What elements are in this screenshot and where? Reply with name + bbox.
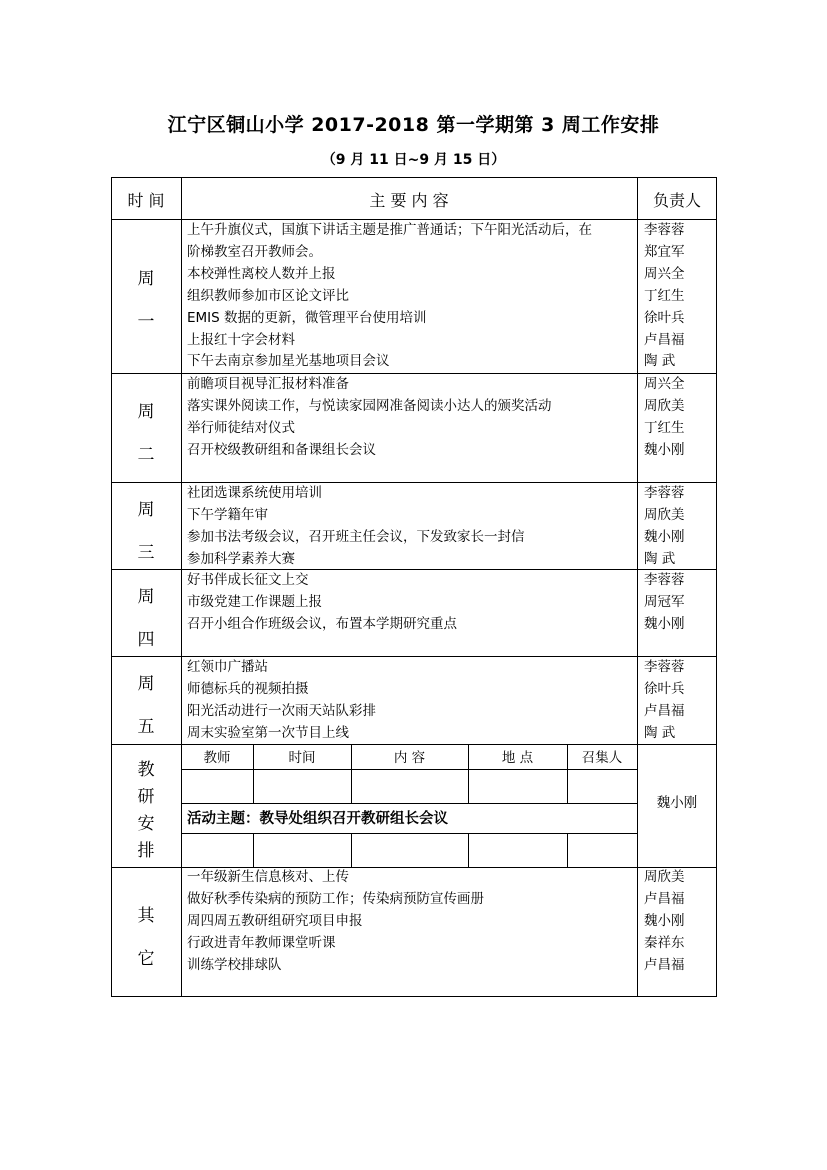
list-item: 下午去南京参加星光基地项目会议 bbox=[187, 353, 390, 370]
research-grid-line bbox=[181, 833, 637, 834]
owner-name: 陶 武 bbox=[644, 550, 676, 567]
owner-name: 李蓉蓉 bbox=[644, 572, 685, 588]
research-col-convener: 召集人 bbox=[581, 750, 623, 766]
list-item: 训练学校排球队 bbox=[187, 956, 282, 973]
owner-name: 陶 武 bbox=[644, 353, 676, 370]
owner-name: 秦祥东 bbox=[644, 934, 685, 951]
list-item: 参加科学素养大赛 bbox=[187, 550, 295, 567]
owner-name: 周兴全 bbox=[644, 376, 685, 392]
header-content: 主 要 内 容 bbox=[369, 191, 449, 210]
table-border-bottom bbox=[111, 996, 717, 997]
list-item: 周末实验室第一次节目上线 bbox=[187, 724, 349, 741]
list-item: 行政进青年教师课堂听课 bbox=[187, 934, 336, 951]
owner-name: 卢昌福 bbox=[644, 702, 685, 719]
day-items-wednesday bbox=[187, 483, 525, 571]
research-col-location: 地 点 bbox=[501, 750, 534, 766]
list-item: 前瞻项目视导汇报材料准备 bbox=[187, 376, 349, 392]
other-label: 它 bbox=[137, 949, 155, 969]
list-item: 红领巾广播站 bbox=[187, 659, 268, 675]
owners-tuesday bbox=[644, 374, 685, 462]
list-item: 下午学籍年审 bbox=[187, 506, 268, 523]
column-divider-time bbox=[181, 177, 182, 997]
list-item: 举行师徒结对仪式 bbox=[187, 419, 295, 436]
owner-name: 卢昌福 bbox=[644, 956, 685, 973]
owner-name: 丁红生 bbox=[644, 419, 685, 436]
owner-name: 丁红生 bbox=[644, 287, 685, 304]
owner-name: 周欣美 bbox=[644, 506, 685, 523]
research-label: 研 bbox=[137, 787, 155, 807]
day-items-friday bbox=[187, 657, 376, 745]
other-label: 其 bbox=[137, 906, 155, 926]
list-item: EMIS 数据的更新，微管理平台使用培训 bbox=[187, 309, 427, 326]
owners-friday bbox=[644, 657, 685, 745]
day-label-friday: 周 bbox=[137, 674, 155, 694]
list-item: 本校弹性离校人数并上报 bbox=[187, 265, 336, 282]
page-subtitle: （9 月 11 日~9 月 15 日） bbox=[321, 152, 506, 168]
list-item: 社团选课系统使用培训 bbox=[187, 485, 322, 501]
research-col-time: 时间 bbox=[288, 750, 316, 766]
header-owner: 负责人 bbox=[652, 191, 701, 210]
owners-thursday bbox=[644, 570, 685, 636]
table-border-right bbox=[716, 177, 717, 997]
list-item: 好书伴成长征文上交 bbox=[187, 572, 309, 588]
research-grid-line bbox=[181, 769, 637, 770]
research-theme: 活动主题：教导处组织召开教研组长会议 bbox=[187, 811, 448, 827]
page-title: 江宁区铜山小学 2017-2018 第一学期第 3 周工作安排 bbox=[167, 114, 660, 136]
column-divider-owner bbox=[637, 177, 638, 997]
day-label-monday: 一 bbox=[137, 312, 155, 332]
list-item: 上报红十字会材料 bbox=[187, 331, 295, 348]
research-grid-line bbox=[567, 833, 568, 867]
owners-wednesday bbox=[644, 483, 685, 571]
owner-name: 李蓉蓉 bbox=[644, 222, 685, 238]
day-label-monday: 周 bbox=[137, 269, 155, 289]
list-item: 周四周五教研组研究项目申报 bbox=[187, 912, 363, 929]
owner-name: 徐叶兵 bbox=[644, 309, 685, 326]
owner-name: 魏小刚 bbox=[644, 528, 685, 545]
day-label-tuesday: 二 bbox=[137, 445, 155, 465]
day-label-wednesday: 周 bbox=[137, 500, 155, 520]
list-item: 阶梯教室召开教师会。 bbox=[187, 243, 322, 260]
research-col-teacher: 教师 bbox=[203, 750, 231, 766]
owner-name: 李蓉蓉 bbox=[644, 659, 685, 675]
research-col-content: 内 容 bbox=[393, 750, 426, 766]
list-item: 一年级新生信息核对、上传 bbox=[187, 869, 349, 885]
research-grid-line bbox=[468, 833, 469, 867]
header-time: 时 间 bbox=[127, 191, 165, 210]
list-item: 参加书法考级会议，召开班主任会议，下发致家长一封信 bbox=[187, 528, 525, 545]
day-label-friday: 五 bbox=[137, 717, 155, 737]
day-items-monday bbox=[187, 220, 592, 373]
owner-name: 周欣美 bbox=[644, 869, 685, 885]
owner-name: 卢昌福 bbox=[644, 331, 685, 348]
research-owner: 魏小刚 bbox=[656, 795, 698, 811]
owners-monday bbox=[644, 220, 685, 373]
other-items bbox=[187, 867, 484, 977]
owner-name: 李蓉蓉 bbox=[644, 485, 685, 501]
schedule-table bbox=[111, 177, 717, 997]
list-item: 组织教师参加市区论文评比 bbox=[187, 287, 349, 304]
day-label-tuesday: 周 bbox=[137, 402, 155, 422]
research-grid-line bbox=[181, 803, 637, 804]
list-item: 召开校级教研组和备课组长会议 bbox=[187, 441, 376, 458]
research-label: 排 bbox=[137, 841, 155, 861]
owner-name: 周冠军 bbox=[644, 593, 685, 610]
list-item: 召开小组合作班级会议，布置本学期研究重点 bbox=[187, 615, 457, 632]
list-item: 阳光活动进行一次雨天站队彩排 bbox=[187, 702, 376, 719]
day-label-thursday: 四 bbox=[137, 630, 155, 650]
list-item: 落实课外阅读工作，与悦读家园网准备阅读小达人的颁奖活动 bbox=[187, 397, 552, 414]
research-label: 安 bbox=[137, 814, 155, 834]
research-label: 教 bbox=[137, 760, 155, 780]
list-item: 师德标兵的视频拍摄 bbox=[187, 680, 309, 697]
other-owners bbox=[644, 867, 685, 977]
list-item: 市级党建工作课题上报 bbox=[187, 593, 322, 610]
research-grid-line bbox=[351, 833, 352, 867]
day-items-tuesday bbox=[187, 374, 552, 462]
owner-name: 卢昌福 bbox=[644, 890, 685, 907]
research-grid-line bbox=[253, 833, 254, 867]
owner-name: 魏小刚 bbox=[644, 912, 685, 929]
owner-name: 魏小刚 bbox=[644, 615, 685, 632]
list-item: 做好秋季传染病的预防工作；传染病预防宣传画册 bbox=[187, 890, 484, 907]
day-items-thursday bbox=[187, 570, 457, 636]
owner-name: 郑宜军 bbox=[644, 243, 685, 260]
table-border-top bbox=[111, 177, 717, 178]
day-label-wednesday: 三 bbox=[137, 543, 155, 563]
owner-name: 徐叶兵 bbox=[644, 680, 685, 697]
owner-name: 魏小刚 bbox=[644, 441, 685, 458]
day-label-thursday: 周 bbox=[137, 587, 155, 607]
owner-name: 周欣美 bbox=[644, 397, 685, 414]
list-item: 上午升旗仪式，国旗下讲话主题是推广普通话；下午阳光活动后，在 bbox=[187, 222, 592, 238]
owner-name: 周兴全 bbox=[644, 265, 685, 282]
owner-name: 陶 武 bbox=[644, 724, 676, 741]
